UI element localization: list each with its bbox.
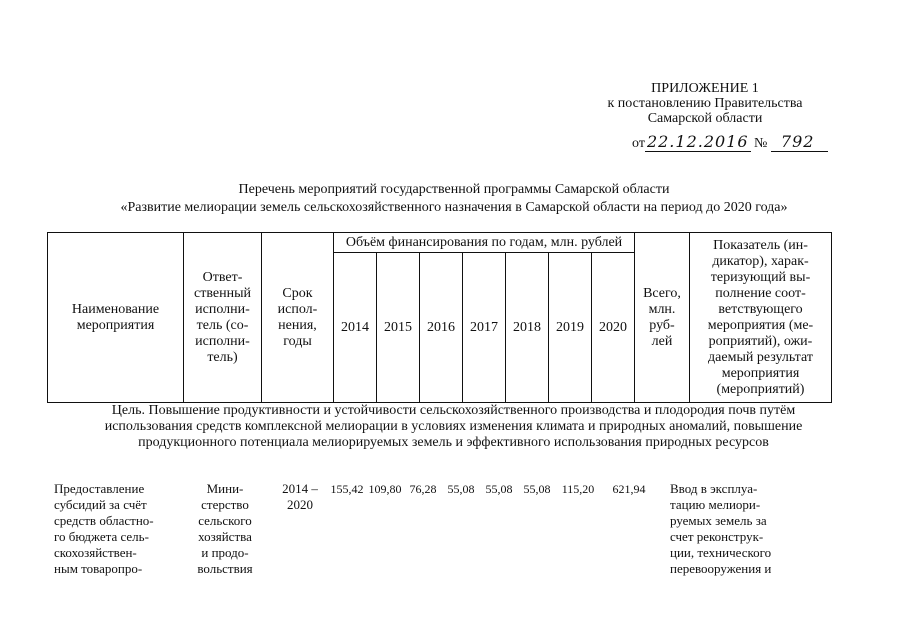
decree-reference (632, 132, 828, 152)
header-funding-group: Объём финансирования по годам, млн. рублей (334, 233, 635, 253)
header-name: Наименование мероприятия (48, 233, 184, 403)
header-executor: Ответ- ственный исполни- тель (со- исполни- тель) (184, 233, 262, 403)
activities-table-header (47, 232, 832, 403)
header-year: 2019 (549, 253, 592, 403)
goal-line-1: Цель. Повышение продуктивности и устойчивости сельскохозяйственного производства и плодородия почв путём (111, 403, 796, 418)
appendix-title: ПРИЛОЖЕНИЕ 1 (651, 81, 759, 96)
document-title-line-1: Перечень мероприятий государственной программы Самарской области (238, 182, 670, 197)
decree-date: 22.12.2016 (646, 132, 749, 151)
row-value-2016: 76,28 (409, 482, 437, 496)
goal-line-3: продукционного потенциала мелиорируемых земель и эффективного использования природных ресурсов (138, 435, 769, 450)
appendix-line-1: к постановлению Правительства (607, 96, 803, 111)
header-year: 2018 (506, 253, 549, 403)
appendix-header (560, 81, 850, 126)
row-value-2018: 55,08 (485, 482, 513, 496)
header-year: 2017 (463, 253, 506, 403)
header-year: 2015 (377, 253, 420, 403)
document-title (40, 181, 868, 217)
header-total: Всего, млн. руб- лей (635, 233, 690, 403)
row-value-2015: 109,80 (368, 482, 402, 496)
document-title-line-2: «Развитие мелиорации земель сельскохозяйственного назначения в Самарской области на период до 2020 года» (120, 200, 788, 215)
decree-number: 792 (771, 132, 829, 152)
row-total: 621,94 (612, 482, 646, 496)
header-year: 2020 (592, 253, 635, 403)
row-expected-result: Ввод в эксплуа- тацию мелиори- руемых земель за счет реконструк- ции, технического перевооружения и (670, 481, 772, 576)
header-term: Срок испол- нения, годы (262, 233, 334, 403)
row-value-2020: 115,20 (561, 482, 595, 496)
header-year: 2016 (420, 253, 463, 403)
activities-table-body (54, 481, 798, 577)
appendix-line-2: Самарской области (647, 111, 763, 126)
goal-line-2: использования средств комплексной мелиорации в условиях изменения климата и природных аномалий, повышение (104, 419, 803, 434)
goal-statement (47, 403, 860, 451)
row-term: 2014 – 2020 (282, 481, 318, 512)
row-activity-name: Предоставление субсидий за счёт средств областно- го бюджета сель- скохозяйствен- ным товаропро- (54, 481, 154, 576)
table-row (54, 481, 798, 577)
decree-from-label: от (632, 136, 645, 151)
row-value-2019: 55,08 (523, 482, 551, 496)
decree-number-label: № (754, 136, 768, 151)
row-value-2017: 55,08 (447, 482, 475, 496)
row-executor: Мини- стерство сельского хозяйства и продо- вольствия (197, 481, 253, 576)
header-indicator: Показатель (ин- дикатор), харак- теризующий вы- полнение соот- ветствующего мероприятия (ме- роприятий), ожи- даемый результат мероприятия (мероприятий) (690, 233, 832, 403)
row-value-2014: 155,42 (330, 482, 364, 496)
header-year: 2014 (334, 253, 377, 403)
